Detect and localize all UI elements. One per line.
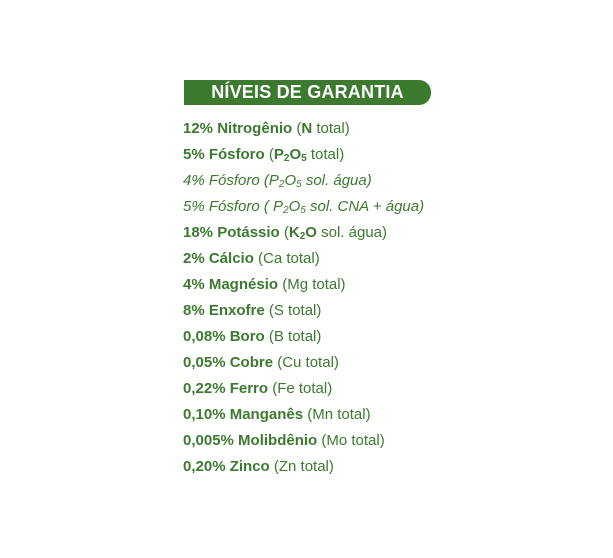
list-item-manganese: 0,10% Manganês (Mn total) bbox=[183, 406, 371, 423]
list-item-copper: 0,05% Cobre (Cu total) bbox=[183, 354, 339, 371]
list-item-phosphorus-water: 4% Fósforo (P2O5 sol. água) bbox=[183, 172, 372, 190]
list-item-sulfur: 8% Enxofre (S total) bbox=[183, 302, 322, 319]
list-item-zinc: 0,20% Zinco (Zn total) bbox=[183, 458, 334, 475]
list-item-calcium: 2% Cálcio (Ca total) bbox=[183, 250, 320, 267]
list-item-phosphorus-cna: 5% Fósforo ( P2O5 sol. CNA + água) bbox=[183, 198, 425, 216]
list-item-boron: 0,08% Boro (B total) bbox=[183, 328, 322, 345]
list-item-molybdenum: 0,005% Molibdênio (Mo total) bbox=[183, 432, 385, 449]
list-item-magnesium: 4% Magnésio (Mg total) bbox=[183, 276, 346, 293]
guarantee-levels-title: NÍVEIS DE GARANTIA bbox=[211, 82, 404, 102]
list-item-nitrogen: 12% Nitrogênio (N total) bbox=[183, 120, 350, 137]
list-item-phosphorus-total: 5% Fósforo (P2O5 total) bbox=[183, 146, 345, 164]
guarantee-levels-list bbox=[183, 116, 513, 480]
list-item-iron: 0,22% Ferro (Fe total) bbox=[183, 380, 333, 397]
guarantee-levels-header bbox=[184, 80, 431, 105]
list-item-potassium: 18% Potássio (K2O sol. água) bbox=[183, 224, 388, 242]
